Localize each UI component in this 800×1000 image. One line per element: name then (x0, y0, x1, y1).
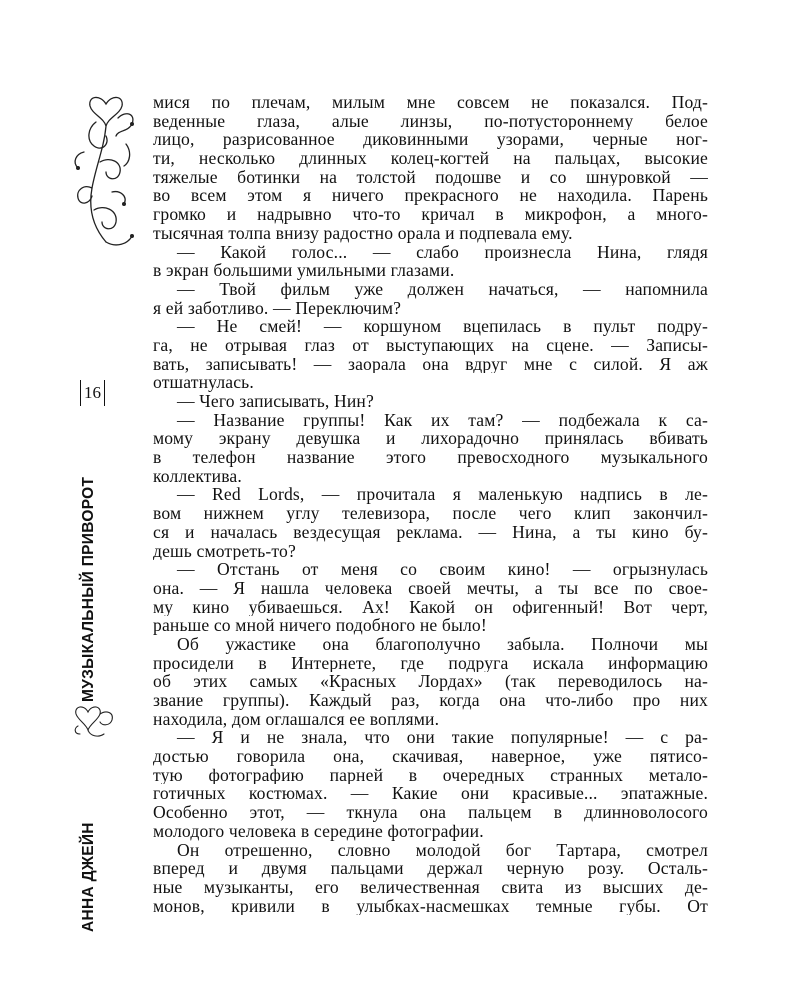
text-line: Об ужастике она благополучно забыла. Полночи мы (177, 634, 708, 654)
text-line: раньше со мной ничего подобного не было! (153, 616, 487, 635)
text-line: она. — Я нашла человека своей мечты, а ты все по свое- (153, 578, 708, 598)
text-line: — Не смей! — коршуном вцепилась в пульт подру- (177, 317, 708, 336)
text-line: га, не отрывая глаз от выступающих на сцене. — Записы- (153, 335, 708, 355)
text-line: Он отрешенно, словно молодой бог Тартара, смотрел (177, 840, 708, 860)
text-line: вом нижнем углу телевизора, после чего клип закончил- (153, 504, 708, 523)
text-line: тую фотографию парней в очередных странных метало- (153, 765, 708, 785)
body-text (153, 93, 708, 915)
text-line: об этих самых «Красных Лордах» (так переводилось на- (153, 672, 708, 691)
text-line: — Я и не знала, что они такие популярные! — с ра- (177, 728, 708, 748)
text-line: — Red Lords, — прочитала я маленькую надпись в ле- (177, 485, 708, 505)
text-line: готичных костюмах. — Какие они красивые... эпатажные. (153, 784, 708, 804)
text-line: молодого человека в середине фотографии. (153, 821, 484, 841)
text-line: просидели в Интернете, где подруга искала информацию (153, 653, 708, 673)
text-line: звание группы). Каждый раз, когда она что-либо про них (153, 691, 708, 710)
text-line: во всем этом я ничего прекрасного не находила. Парень (153, 186, 708, 206)
text-line: мися по плечам, милым мне совсем не показался. Под- (153, 93, 708, 112)
book-title: МУЗЫКАЛЬНЫЙ ПРИВОРОТ (80, 476, 97, 702)
text-line: — Отстань от меня со своим кино! — огрызнулась (177, 560, 708, 579)
text-line: Особенно этот, — ткнула она пальцем в длинноволосого (153, 803, 708, 822)
text-line: веденные глаза, алые линзы, по-потустороннему белое (153, 111, 708, 131)
text-line: достью говорила она, скачивая, наверное, уже пятисо- (153, 747, 708, 766)
text-line: му кино убиваешься. Ах! Какой он офигенный! Вот черт, (153, 597, 708, 617)
text-line: монов, кривили в улыбках-насмешках темные губы. От (153, 896, 708, 916)
text-line: — Твой фильм уже должен начаться, — напомнила (177, 279, 708, 299)
text-line: — Какой голос... — слабо произнесла Нина, глядя (177, 242, 708, 262)
text-line: отшатнулась. (153, 373, 254, 392)
text-line: в экран большими умильными глазами. (153, 261, 455, 280)
text-line: ти, несколько длинных колец-когтей на пальцах, высокие (153, 149, 708, 168)
text-line: — Название группы! Как их там? — подбежала к са- (177, 410, 708, 430)
text-line: тяжелые ботинки на толстой подошве и со шнуровкой — (153, 167, 708, 187)
text-line: коллектива. (153, 466, 242, 486)
page-number: 16 (80, 380, 105, 406)
text-line: находила, дом оглашался ее воплями. (153, 709, 440, 729)
text-line: ные музыканты, его величественная свита из высших де- (153, 877, 708, 897)
author-name: АННА ДЖЕЙН (80, 822, 97, 932)
text-line: вперед и двумя пальцами держал черную розу. Осталь- (153, 859, 708, 878)
text-line: я ей заботливо. — Переключим? (153, 298, 402, 318)
text-line: в телефон название этого превосходного музыкального (153, 448, 708, 467)
text-line: лицо, разрисованное диковинными узорами, черные ног- (153, 130, 708, 150)
text-line: вать, записывать! — заорала она вдруг мне с силой. Я аж (153, 354, 708, 374)
text-line: тысячная толпа внизу радостно орала и подпевала ему. (153, 223, 573, 243)
text-line: мому экрану девушка и лихорадочно принялась вбивать (153, 429, 708, 449)
text-line: громко и надрывно что-то кричал в микрофон, а много- (153, 205, 708, 224)
small-heart-ornament-icon (72, 698, 118, 740)
text-line: ся и началась вездесущая реклама. — Нина, а ты кино бу- (153, 522, 708, 542)
floral-heart-ornament-icon (66, 92, 144, 254)
text-line: — Чего записывать, Нин? (177, 392, 374, 411)
text-line: дешь смотреть-то? (153, 541, 296, 561)
